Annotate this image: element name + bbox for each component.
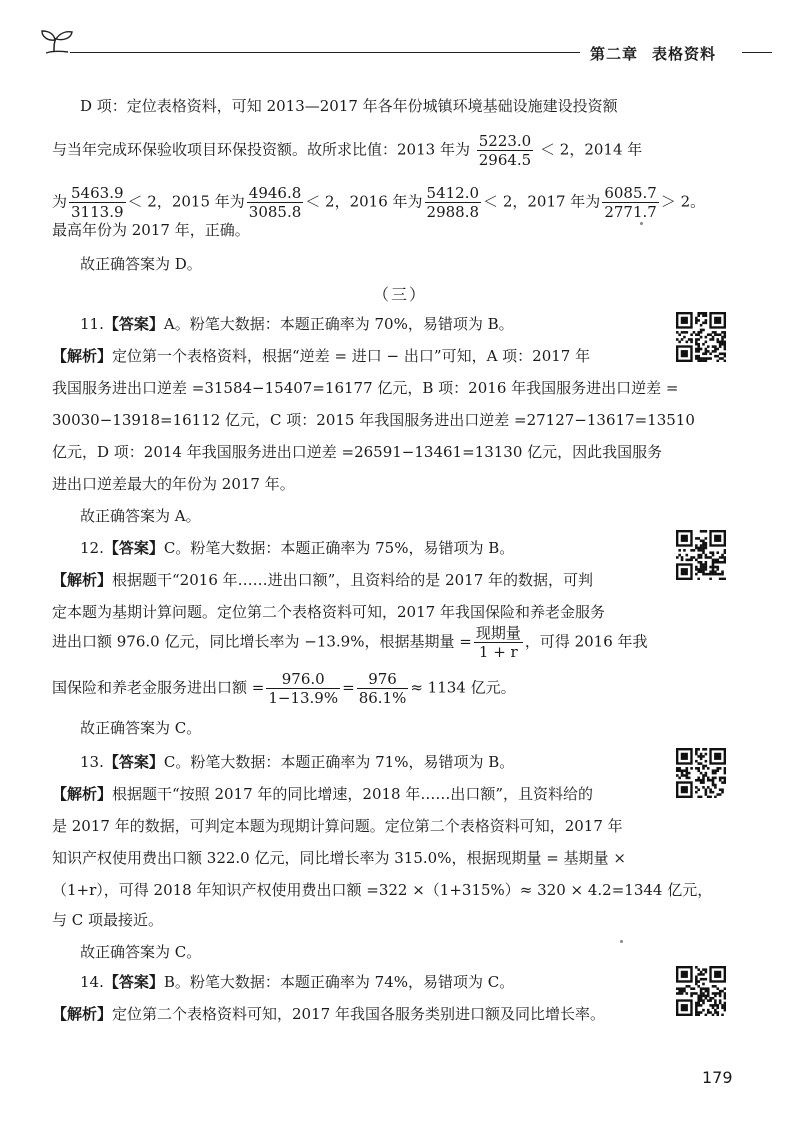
- text: 与当年完成环保验收项目环保投资额。故所求比值：2013 年为: [52, 140, 470, 159]
- qr-code-icon[interactable]: [676, 748, 726, 798]
- text: 是 2017 年的数据，可判定本题为现期计算问题。定位第二个表格资料可知，2017 年: [52, 817, 623, 835]
- text: 进出口逆差最大的年份为 2017 年。: [52, 475, 295, 493]
- fraction-2015: [247, 184, 304, 221]
- question-14-header: [80, 972, 680, 992]
- fraction-calc-1: [266, 670, 340, 707]
- text: B。粉笔大数据：本题正确率为 74%，易错项为 C。: [163, 973, 515, 991]
- fraction-2017: [602, 184, 659, 221]
- text: 定位第一个表格资料，根据“逆差 = 进口 − 出口”可知，A 项：2017 年: [112, 347, 591, 365]
- numerator: 现期量: [475, 624, 521, 642]
- paragraph-line: [52, 848, 680, 868]
- text: 根据题干“按照 2017 年的同比增速，2018 年……出口额”，且资料给的: [112, 785, 594, 803]
- fraction-2016: [425, 184, 482, 221]
- analysis-tag: 【解析】: [52, 785, 113, 803]
- question-number: 13.: [80, 753, 104, 771]
- text: 定本题为基期计算问题。定位第二个表格资料可知，2017 年我国保险和养老金服务: [52, 603, 605, 621]
- running-header: [590, 43, 716, 64]
- denominator: 86.1%: [358, 689, 407, 707]
- denominator: 2988.8: [426, 203, 480, 221]
- text: C。粉笔大数据：本题正确率为 75%，易错项为 B。: [163, 539, 515, 557]
- paragraph-line: [52, 670, 680, 707]
- question-11-header: [80, 314, 680, 334]
- text: ＜ 2，2016 年为: [305, 192, 423, 211]
- text: 与 C 项最接近。: [52, 911, 164, 929]
- paragraph-line: [52, 346, 680, 366]
- header-rule-right: [742, 52, 772, 53]
- text: 根据题干“2016 年……进出口额”，且资料给的是 2017 年的数据，可判: [112, 571, 594, 589]
- answer-tag: 【答案】: [103, 315, 164, 333]
- paragraph-line: [52, 602, 680, 622]
- fraction-2014: [69, 184, 126, 221]
- denominator: 1−13.9%: [268, 689, 339, 707]
- text: ＜ 2，2014 年: [540, 140, 643, 159]
- text: ≈ 1134 亿元。: [410, 678, 516, 697]
- text: 为: [52, 192, 68, 211]
- text: 故正确答案为 C。: [80, 719, 202, 737]
- chapter-label: 第二章: [590, 45, 639, 63]
- text: ＞ 2。: [660, 192, 706, 211]
- analysis-tag: 【解析】: [52, 347, 113, 365]
- paragraph-line: [52, 220, 680, 240]
- fraction-base-formula: [474, 624, 523, 661]
- text: 亿元，D 项：2014 年我国服务进出口逆差 =26591−13461=13130 亿元，因此我国服务: [52, 443, 663, 461]
- text: 定位第二个表格资料可知，2017 年我国各服务类别进口额及同比增长率。: [112, 1005, 605, 1023]
- paragraph-line: [52, 784, 680, 804]
- paragraph-line: [52, 910, 680, 930]
- paragraph-line: [52, 378, 680, 398]
- denominator: 2964.5: [478, 151, 532, 169]
- answer-tag: 【答案】: [103, 753, 164, 771]
- text: 故正确答案为 A。: [80, 507, 201, 525]
- numerator: 6085.7: [604, 184, 657, 202]
- text: ＜ 2，2017 年为: [483, 192, 601, 211]
- qr-code-icon[interactable]: [676, 312, 726, 362]
- text: 我国服务进出口逆差 =31584−15407=16177 亿元，B 项：2016 年我国服务进出口逆差 =: [52, 379, 679, 397]
- analysis-tag: 【解析】: [52, 571, 113, 589]
- answer-tag: 【答案】: [103, 539, 164, 557]
- question-13-header: [80, 752, 680, 772]
- paragraph-line: [52, 184, 740, 221]
- text: 故正确答案为 C。: [80, 943, 202, 961]
- header-rule: [70, 52, 580, 53]
- text: 国保险和养老金服务进出口额 =: [52, 678, 265, 697]
- paragraph-line: [52, 1004, 680, 1024]
- paragraph-line: [52, 132, 740, 169]
- text: 知识产权使用费出口额 322.0 亿元，同比增长率为 315.0%，根据现期量 = 基期量 ×: [52, 849, 626, 867]
- section-label: 表格资料: [652, 45, 717, 63]
- text: ，可得 2016 年我: [524, 632, 648, 651]
- answer-tag: 【答案】: [103, 973, 164, 991]
- numerator: 5463.9: [71, 184, 124, 202]
- paragraph-line: [52, 570, 680, 590]
- denominator: 1 + r: [478, 643, 518, 661]
- analysis-tag: 【解析】: [52, 1005, 113, 1023]
- text: 进出口额 976.0 亿元，同比增长率为 −13.9%，根据基期量 =: [52, 632, 472, 651]
- answer-line: [80, 942, 680, 962]
- qr-code-icon[interactable]: [676, 966, 726, 1016]
- paragraph-line: [52, 624, 680, 661]
- answer-line: [80, 254, 680, 274]
- fraction-2013: [477, 132, 534, 169]
- question-12-header: [80, 538, 680, 558]
- fraction-calc-2: [357, 670, 409, 707]
- text: D 项：定位表格资料，可知 2013—2017 年各年份城镇环境基础设施建设投资额: [80, 97, 618, 115]
- paragraph-line: [52, 880, 713, 900]
- answer-line: [80, 718, 680, 738]
- question-number: 12.: [80, 539, 104, 557]
- numerator: 5223.0: [478, 132, 532, 150]
- text: =: [342, 678, 355, 697]
- paragraph-line: [52, 442, 680, 462]
- question-number: 14.: [80, 973, 104, 991]
- denominator: 3085.8: [248, 203, 302, 221]
- denominator: 3113.9: [71, 203, 124, 221]
- section-title: （三）: [372, 285, 427, 304]
- numerator: 5412.0: [426, 184, 480, 202]
- scan-speck: [620, 940, 623, 943]
- text: 最高年份为 2017 年，正确。: [52, 221, 250, 239]
- denominator: 2771.7: [604, 203, 657, 221]
- paragraph-line: [80, 96, 740, 116]
- paragraph-line: [52, 410, 695, 430]
- answer-line: [80, 506, 680, 526]
- question-number: 11.: [80, 315, 104, 333]
- text: 30030−13918=16112 亿元，C 项：2015 年我国服务进出口逆差 =27127−13617=13510: [52, 411, 695, 429]
- numerator: 4946.8: [248, 184, 302, 202]
- paragraph-line: [52, 816, 680, 836]
- text: C。粉笔大数据：本题正确率为 71%，易错项为 B。: [163, 753, 515, 771]
- numerator: 976: [357, 670, 409, 689]
- page-number: 179: [702, 1068, 733, 1087]
- text: ＜ 2，2015 年为: [127, 192, 245, 211]
- scan-speck: [640, 222, 643, 225]
- qr-code-icon[interactable]: [676, 530, 726, 580]
- text: （1+r），可得 2018 年知识产权使用费出口额 =322 ×（1+315%）≈ 320 × 4.2=1344 亿元，: [52, 881, 713, 899]
- numerator: 976.0: [266, 670, 340, 689]
- paragraph-line: [52, 474, 680, 494]
- text: 故正确答案为 D。: [80, 255, 202, 273]
- text: A。粉笔大数据：本题正确率为 70%，易错项为 B。: [163, 315, 514, 333]
